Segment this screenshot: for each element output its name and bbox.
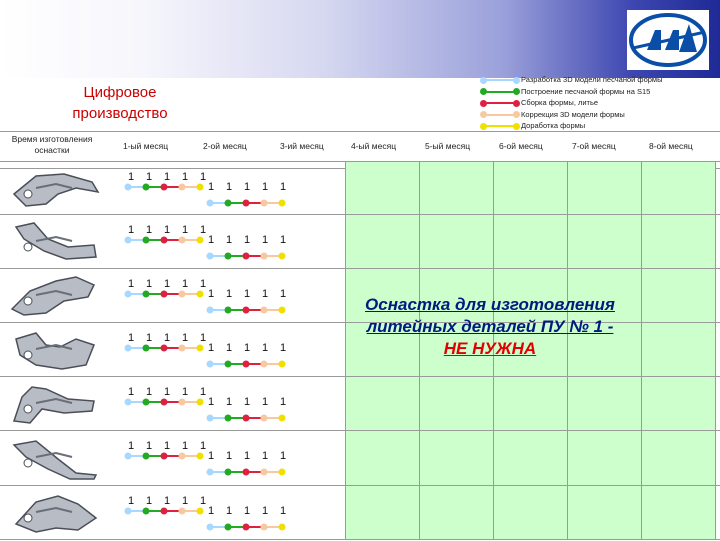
timeline-dot (125, 399, 132, 406)
part-icon (6, 271, 106, 319)
task-digit: 1 (182, 171, 189, 183)
task-digit: 1 (128, 224, 135, 236)
task-digit: 1 (244, 288, 251, 300)
timeline-dot (143, 508, 150, 515)
timeline-dot (125, 453, 132, 460)
legend-dot (480, 123, 487, 130)
timeline-7 (118, 507, 318, 537)
task-digit: 1 (244, 505, 251, 517)
timeline-dot (125, 184, 132, 191)
header-month-7: 7-ой месяц (572, 141, 616, 151)
timeline-dot (179, 399, 186, 406)
timeline-dot (161, 237, 168, 244)
grid-row-line (0, 376, 720, 377)
timeline-dot (243, 469, 250, 476)
timeline-dot (143, 184, 150, 191)
timeline-dot (207, 361, 214, 368)
timeline-dot (125, 345, 132, 352)
task-digit: 1 (164, 386, 171, 398)
header-month-1: 1-ый месяц (123, 141, 169, 151)
timeline-dot (143, 345, 150, 352)
timeline-dot (243, 415, 250, 422)
task-digit: 1 (208, 450, 215, 462)
task-digit: 1 (244, 234, 251, 246)
task-digit: 1 (182, 332, 189, 344)
page-title (40, 82, 200, 124)
task-digit: 1 (280, 342, 287, 354)
timeline-dot (207, 524, 214, 531)
timeline-6 (118, 452, 318, 482)
timeline-dot (161, 508, 168, 515)
task-digit: 1 (182, 386, 189, 398)
timeline-dot (161, 453, 168, 460)
timeline-dot (225, 415, 232, 422)
timeline-dot (179, 508, 186, 515)
legend-item (480, 109, 715, 121)
timeline-dot (225, 307, 232, 314)
part-image-7 (6, 488, 106, 536)
timeline-4 (118, 344, 318, 374)
task-digit: 1 (226, 396, 233, 408)
task-digit: 1 (280, 396, 287, 408)
task-digit: 1 (182, 278, 189, 290)
timeline-dot (197, 291, 204, 298)
part-icon (6, 164, 106, 212)
timeline-5 (118, 398, 318, 428)
task-digit: 1 (262, 288, 269, 300)
task-digit: 1 (128, 278, 135, 290)
timeline-dot (161, 345, 168, 352)
task-digit: 1 (164, 224, 171, 236)
timeline-dot (261, 361, 268, 368)
task-digit: 1 (200, 440, 207, 452)
timeline-dot (279, 361, 286, 368)
header-month-6: 6-ой месяц (499, 141, 543, 151)
header-banner (0, 0, 720, 78)
task-digit: 1 (262, 234, 269, 246)
timeline-2 (118, 236, 318, 266)
task-digit: 1 (164, 332, 171, 344)
legend-dot (513, 88, 520, 95)
timeline-dot (179, 184, 186, 191)
part-image-1 (6, 164, 106, 212)
task-digit: 1 (280, 181, 287, 193)
timeline-dot (279, 253, 286, 260)
message-line-3: НЕ НУЖНА (443, 339, 537, 358)
timeline-dot (225, 253, 232, 260)
timeline-dot (279, 415, 286, 422)
task-digit: 1 (226, 288, 233, 300)
timeline-dot (197, 453, 204, 460)
legend-line (484, 79, 516, 81)
timeline-dot (261, 200, 268, 207)
timeline-dot (243, 307, 250, 314)
timeline-dot (197, 184, 204, 191)
timeline-dot (125, 291, 132, 298)
timeline-dot (261, 253, 268, 260)
task-digit: 1 (226, 234, 233, 246)
task-digit: 1 (226, 342, 233, 354)
task-digit: 1 (164, 278, 171, 290)
timeline-dot (243, 524, 250, 531)
title-line-1: Цифровое (83, 84, 157, 101)
task-digit: 1 (262, 505, 269, 517)
legend-dot (513, 77, 520, 84)
part-icon (6, 325, 106, 373)
logo-icon (627, 10, 709, 70)
timeline-dot (207, 253, 214, 260)
task-digit: 1 (262, 342, 269, 354)
timeline-dot (207, 415, 214, 422)
task-digit: 1 (244, 342, 251, 354)
part-icon (6, 379, 106, 427)
timeline-dot (197, 399, 204, 406)
part-icon (6, 488, 106, 536)
task-digit: 1 (200, 278, 207, 290)
task-digit: 1 (146, 495, 153, 507)
title-line-2: производство (72, 105, 168, 122)
legend-line (484, 102, 516, 104)
part-image-6 (6, 433, 106, 481)
legend-label: Коррекция 3D модели формы (521, 109, 625, 119)
timeline-dot (161, 291, 168, 298)
task-digit: 1 (208, 234, 215, 246)
task-digit: 1 (208, 342, 215, 354)
task-digit: 1 (280, 505, 287, 517)
task-digit: 1 (208, 505, 215, 517)
task-digit: 1 (226, 450, 233, 462)
header-month-8: 8-ой месяц (649, 141, 693, 151)
grid-row-line (0, 214, 720, 215)
timeline-dot (261, 524, 268, 531)
task-digit: 1 (244, 396, 251, 408)
timeline-1 (118, 183, 318, 213)
timeline-dot (143, 399, 150, 406)
grid-column-line (715, 161, 716, 539)
timeline-dot (261, 415, 268, 422)
task-digit: 1 (262, 450, 269, 462)
legend-label: Сборка формы, литье (521, 98, 599, 108)
grid-row-line (0, 268, 720, 269)
header-time-label: Время изготовления оснастки (11, 134, 93, 155)
task-digit: 1 (128, 332, 135, 344)
timeline-dot (161, 399, 168, 406)
task-digit: 1 (128, 440, 135, 452)
legend (480, 74, 715, 132)
timeline-dot (197, 508, 204, 515)
task-digit: 1 (226, 505, 233, 517)
legend-line (484, 91, 516, 93)
timeline-dot (125, 508, 132, 515)
legend-item (480, 74, 715, 86)
task-digit: 1 (164, 495, 171, 507)
header-month-4: 4-ый месяц (351, 141, 397, 151)
legend-dot (480, 77, 487, 84)
timeline-dot (279, 307, 286, 314)
task-digit: 1 (164, 171, 171, 183)
task-digit: 1 (200, 171, 207, 183)
header-month-2: 2-ой месяц (203, 141, 247, 151)
legend-dot (480, 111, 487, 118)
message-line-2: литейных деталей ПУ № 1 - (366, 317, 614, 336)
task-digit: 1 (280, 450, 287, 462)
task-digit: 1 (128, 386, 135, 398)
timeline-dot (243, 361, 250, 368)
task-digit: 1 (200, 386, 207, 398)
timeline-dot (179, 237, 186, 244)
legend-label: Построение песчаной формы на S15 (521, 86, 651, 96)
legend-dot (513, 123, 520, 130)
part-image-2 (6, 217, 106, 265)
task-digit: 1 (146, 171, 153, 183)
legend-item (480, 86, 715, 98)
header-month-5: 5-ый месяц (425, 141, 471, 151)
task-digit: 1 (128, 171, 135, 183)
task-digit: 1 (226, 181, 233, 193)
timeline-dot (225, 469, 232, 476)
task-digit: 1 (146, 224, 153, 236)
legend-line (484, 125, 516, 127)
part-image-3 (6, 271, 106, 319)
task-digit: 1 (208, 288, 215, 300)
task-digit: 1 (280, 234, 287, 246)
task-digit: 1 (200, 332, 207, 344)
timeline-dot (243, 200, 250, 207)
timeline-dot (207, 200, 214, 207)
grid-row-line (0, 485, 720, 486)
task-digit: 1 (244, 450, 251, 462)
legend-dot (513, 100, 520, 107)
timeline-dot (207, 469, 214, 476)
task-digit: 1 (200, 224, 207, 236)
task-digit: 1 (280, 288, 287, 300)
task-digit: 1 (146, 440, 153, 452)
timeline-dot (143, 291, 150, 298)
timeline-dot (143, 237, 150, 244)
timeline-dot (279, 200, 286, 207)
part-image-4 (6, 325, 106, 373)
legend-label: Доработка формы (521, 121, 586, 131)
task-digit: 1 (146, 278, 153, 290)
timeline-dot (197, 345, 204, 352)
timeline-dot (279, 524, 286, 531)
legend-dot (480, 100, 487, 107)
legend-label: Разработка 3D модели песчаной формы (521, 75, 663, 84)
company-logo (627, 10, 709, 70)
task-digit: 1 (200, 495, 207, 507)
timeline-dot (225, 361, 232, 368)
timeline-dot (125, 237, 132, 244)
task-digit: 1 (182, 224, 189, 236)
part-image-5 (6, 379, 106, 427)
task-digit: 1 (262, 396, 269, 408)
legend-dot (513, 111, 520, 118)
legend-item (480, 97, 715, 109)
timeline-dot (179, 291, 186, 298)
legend-dot (480, 88, 487, 95)
info-message (320, 294, 660, 360)
task-digit: 1 (146, 332, 153, 344)
grid-row-line (0, 430, 720, 431)
grid-row-line (0, 161, 720, 162)
timeline-dot (279, 469, 286, 476)
timeline-dot (161, 184, 168, 191)
task-digit: 1 (128, 495, 135, 507)
timeline-dot (179, 453, 186, 460)
task-digit: 1 (208, 396, 215, 408)
task-digit: 1 (182, 495, 189, 507)
timeline-dot (207, 307, 214, 314)
task-digit: 1 (164, 440, 171, 452)
timeline-dot (179, 345, 186, 352)
timeline-dot (197, 237, 204, 244)
task-digit: 1 (262, 181, 269, 193)
task-digit: 1 (146, 386, 153, 398)
task-digit: 1 (244, 181, 251, 193)
header-month-3: 3-ий месяц (280, 141, 324, 151)
timeline-dot (225, 524, 232, 531)
timeline-dot (225, 200, 232, 207)
message-line-1: Оснастка для изготовления (365, 295, 615, 314)
part-icon (6, 217, 106, 265)
legend-line (484, 114, 516, 116)
timeline-dot (143, 453, 150, 460)
timeline-dot (243, 253, 250, 260)
timeline-3 (118, 290, 318, 320)
task-digit: 1 (182, 440, 189, 452)
part-icon (6, 433, 106, 481)
timeline-dot (261, 469, 268, 476)
timeline-dot (261, 307, 268, 314)
task-digit: 1 (208, 181, 215, 193)
